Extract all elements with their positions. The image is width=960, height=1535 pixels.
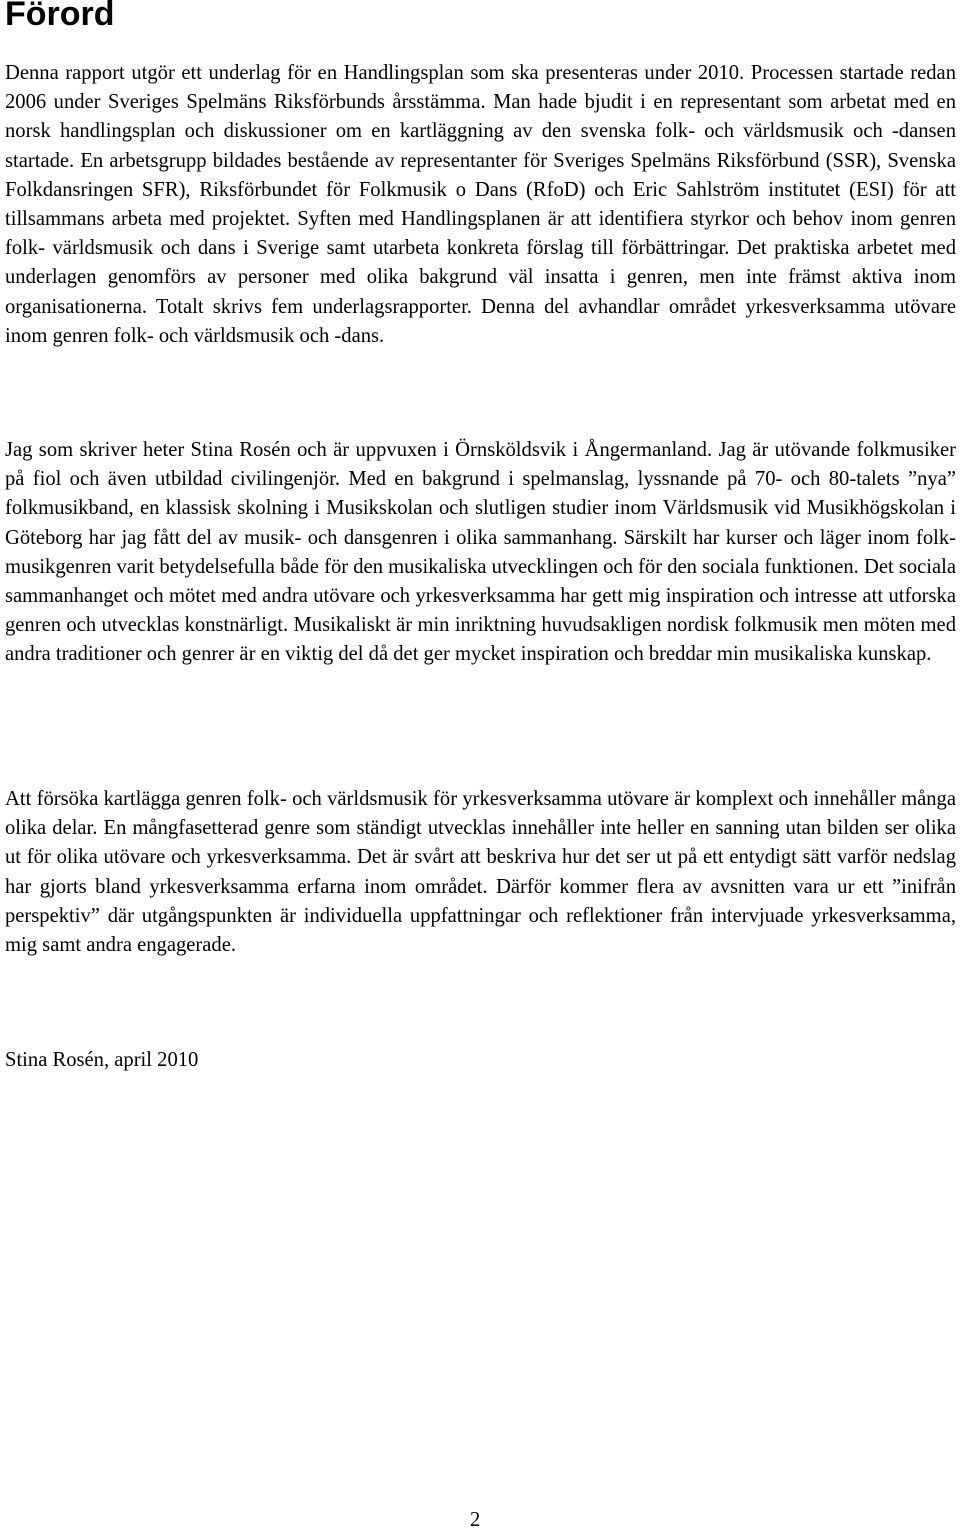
page-number: 2 — [470, 1509, 481, 1531]
paragraph-scope: Att försöka kartlägga genren folk- och världsmusik för yrkesverksamma utövare är komplext och innehåller många olika delar. En mångfasetterad genre som ständigt utvecklas innehåller inte heller en sanning utan bilden ser olika ut för olika utövare och yrkesverksamma. Det är svårt att beskriva hur det ser ut på ett entydigt sätt varför nedslag har gjorts bland yrkesverksamma erfarna inom området. Därför kommer flera av avsnitten vara ur ett ”inifrån perspektiv” där utgångspunkten är individuella uppfattningar och reflektioner från intervjuade yrkesverksamma, mig samt andra engagerade. — [5, 788, 956, 957]
page-title: Förord — [5, 0, 115, 33]
paragraph-author-background: Jag som skriver heter Stina Rosén och är uppvuxen i Örnsköldsvik i Ångermanland. Jag är utövande folkmusiker på fiol och även utbildad civilingenjör. Med en bakgrund i spelmanslag, lyssnande på 70- och 80-talets ”nya” folkmusikband, en klassisk skolning i Musikskolan och slutligen studier inom Världsmusik vid Musikhögskolan i Göteborg har jag fått del av musik- och dansgenren i olika sammanhang. Särskilt har kurser och läger inom folk- musikgenren varit betydelsefulla både för den musikaliska utvecklingen och för den sociala funktionen. Det sociala sammanhanget och mötet med andra utövare och yrkesverksamma har gett mig inspiration och intresse att utforska genren och utvecklas konstnärligt. Musikaliskt är min inriktning huvudsakligen nordisk folkmusik men möten med andra traditioner och genrer är en viktig del då det ger mycket inspiration och breddar min musikaliska kunskap. — [5, 439, 957, 666]
paragraph-intro: Denna rapport utgör ett underlag för en Handlingsplan som ska presenteras under 2010. Processen startade redan 2006 under Sveriges Spelmäns Riksförbunds årsstämma. Man hade bjudit i en representant som arbetat med en norsk handlingsplan och diskussioner om en kartläggning av den svenska folk- och världsmusik och -dansen startade. En arbetsgrupp bildades bestående av representanter för Sveriges Spelmäns Riksförbund (SSR), Svenska Folkdansringen SFR), Riksförbundet för Folkmusik o Dans (RfoD) och Eric Sahlström institutet (ESI) för att tillsammans arbeta med projektet. Syften med Handlingsplanen är att identifiera styrkor och behov inom genren folk- världsmusik och dans i Sverige samt utarbeta konkreta förslag till förbättringar. Det praktiska arbetet med underlagen genomförs av personer med olika bakgrund väl insatta i genren, men inte främst aktiva inom organisationerna. Totalt skrivs fem underlagsrapporter. Denna del avhandlar området yrkesverksamma utövare inom genren folk- och världsmusik och -dans. — [5, 62, 956, 347]
signature: Stina Rosén, april 2010 — [5, 1049, 199, 1071]
